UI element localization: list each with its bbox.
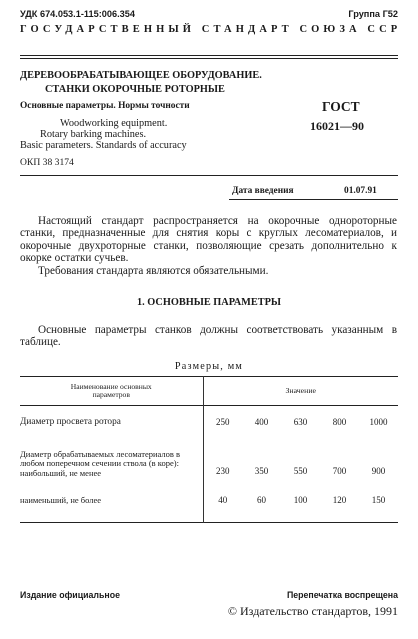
official-edition: Издание официальное — [20, 590, 120, 600]
reprint-notice: Перепечатка воспрещена — [286, 590, 398, 600]
section-paragraph: Основные параметры станков должны соответствовать указанным в таблице. — [20, 324, 397, 349]
value-cell: 120 — [332, 494, 347, 505]
mandatory-paragraph: Требования стандарта являются обязательными. — [38, 265, 269, 277]
value-cell: 550 — [293, 465, 308, 476]
row-label-min-diameter: наименьший, не более — [20, 494, 102, 505]
header-divider-bottom — [20, 58, 398, 59]
value-cell: 60 — [257, 494, 266, 505]
title-en-line-3: Basic parameters. Standards of accuracy — [20, 140, 187, 151]
header-parameter-name: Наименование основных параметров — [70, 381, 152, 399]
row-label-max-diameter: наибольший, не менее — [20, 467, 102, 478]
gost-number: 16021—90 — [310, 119, 364, 133]
value-cell: 230 — [203, 439, 242, 478]
value-cell: 800 — [332, 416, 347, 427]
section-heading: 1. ОСНОВНЫЕ ПАРАМЕТРЫ — [136, 297, 282, 308]
title-en-line-2: Rotary barking machines. — [40, 129, 147, 140]
value-cell: 100 — [293, 494, 308, 505]
intro-paragraph: Настоящий стандарт распространяется на окорочные однороторные станки, предназначенные для снятия коры с круглых лесоматериалов, и окорочные двухроторные станки, позволяющие срезать дополнительно к окорке остатки сучьев. — [20, 215, 397, 265]
copyright: © Издательство стандартов, 1991 — [227, 604, 398, 618]
intro-date-value: 01.07.91 — [344, 186, 377, 196]
header-divider-top — [20, 55, 398, 56]
table-row — [20, 439, 398, 478]
header-value: Значение — [203, 377, 398, 406]
title-divider — [20, 175, 398, 176]
value-cell: 40 — [203, 478, 242, 523]
title-line-1: ДЕРЕВООБРАБАТЫВАЮЩЕЕ ОБОРУДОВАНИЕ. — [20, 70, 262, 81]
table-caption: Размеры, мм — [174, 361, 244, 372]
value-cell: 630 — [293, 416, 308, 427]
value-cell: 350 — [254, 465, 269, 476]
row-label-log-diameter-text: Диаметр обрабатываемых лесоматериалов в любом поперечном сечении ствола (в коре): — [20, 449, 181, 469]
table-row — [20, 406, 398, 440]
table-row — [20, 478, 398, 523]
value-cell: 1000 — [369, 416, 388, 427]
value-cell: 900 — [371, 465, 386, 476]
title-line-2: СТАНКИ ОКОРОЧНЫЕ РОТОРНЫЕ — [45, 84, 225, 95]
value-cell: 250 — [203, 406, 242, 440]
group-code: Группа Г52 — [348, 9, 398, 19]
title-subtitle: Основные параметры. Нормы точности — [20, 101, 190, 111]
gost-label: ГОСТ — [322, 99, 360, 114]
value-cell: 150 — [371, 494, 386, 505]
udk-code: УДК 674.053.1-115:006.354 — [20, 9, 135, 19]
value-cell: 700 — [332, 465, 347, 476]
value-cell: 400 — [254, 416, 269, 427]
table-header-row — [20, 377, 398, 406]
row-label-log-diameter — [20, 439, 203, 478]
standard-banner: ГОСУДАРСТВЕННЫЙ СТАНДАРТ СОЮЗА ССР — [20, 24, 402, 35]
parameters-table — [20, 376, 398, 523]
title-en-line-1: Woodworking equipment. — [60, 118, 168, 129]
intro-date-rule — [229, 199, 398, 200]
row-label-rotor-diameter: Диаметр просвета ротора — [20, 416, 121, 427]
okp-code: ОКП 38 3174 — [20, 157, 74, 168]
intro-date-label: Дата введения — [232, 186, 294, 196]
